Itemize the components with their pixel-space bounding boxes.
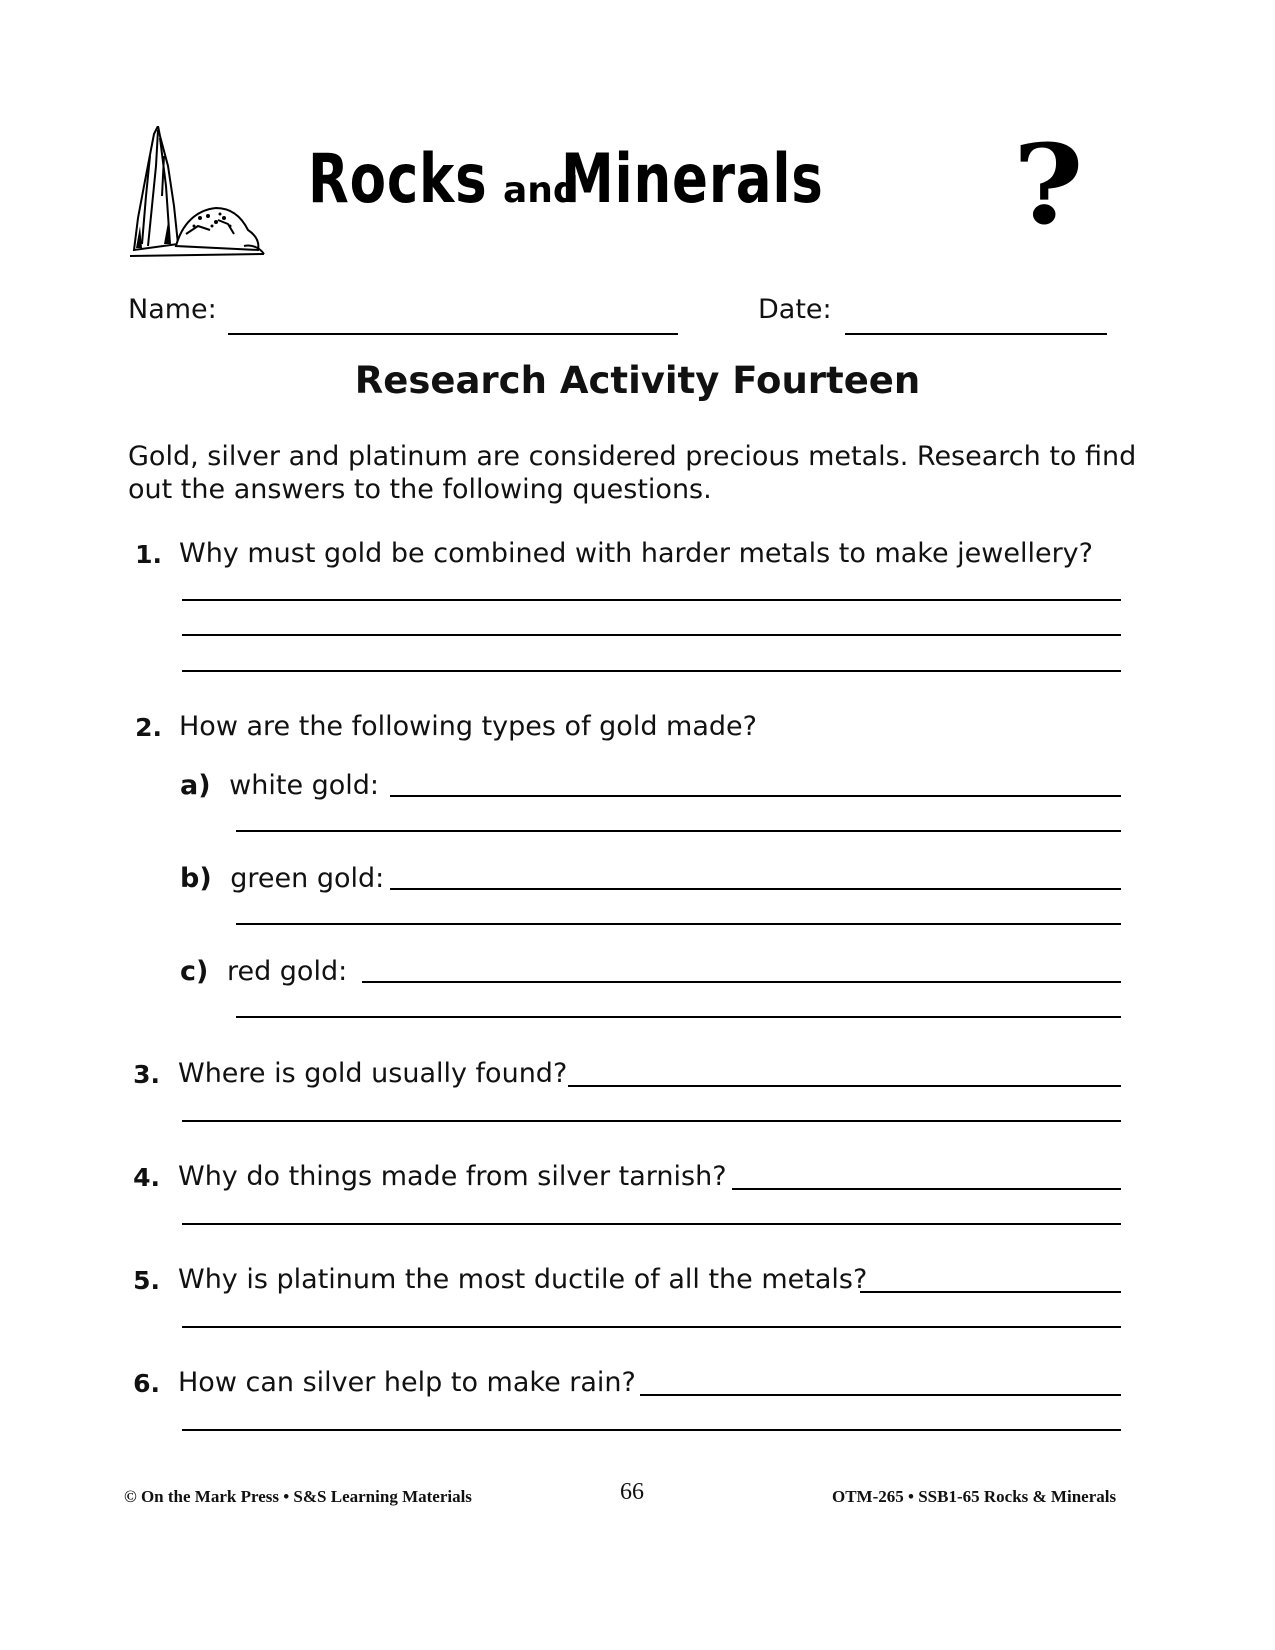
- answer-line[interactable]: [390, 795, 1121, 797]
- sub-letter: c): [180, 956, 209, 987]
- answer-line[interactable]: [182, 1223, 1121, 1225]
- answer-line[interactable]: [182, 1429, 1121, 1431]
- answer-line[interactable]: [732, 1188, 1121, 1190]
- date-label: Date:: [758, 294, 832, 325]
- question-text: Why must gold be combined with harder metals to make jewellery?: [179, 538, 1093, 569]
- answer-line[interactable]: [182, 670, 1121, 672]
- question-number: 3.: [133, 1060, 160, 1089]
- title-rocks: Rocks: [308, 140, 488, 219]
- question-text: How are the following types of gold made?: [179, 711, 757, 742]
- title-and: and: [503, 170, 579, 211]
- sub-text: red gold:: [226, 956, 348, 987]
- question-text: Why is platinum the most ductile of all the metals?: [178, 1264, 868, 1295]
- sub-question-b: [180, 865, 384, 892]
- sub-question-c: [180, 958, 347, 985]
- footer-publisher: © On the Mark Press • S&S Learning Materials: [124, 1487, 472, 1506]
- question-number: 5.: [133, 1266, 160, 1295]
- answer-line[interactable]: [182, 599, 1121, 601]
- question-number: 2.: [135, 713, 162, 742]
- sub-question-a: [180, 772, 379, 799]
- footer-code: OTM-265 • SSB1-65 Rocks & Minerals: [832, 1487, 1117, 1506]
- answer-line[interactable]: [182, 1120, 1121, 1122]
- name-label: Name:: [128, 294, 217, 325]
- answer-line[interactable]: [182, 634, 1121, 636]
- worksheet-title: [308, 140, 891, 230]
- answer-line[interactable]: [182, 1326, 1121, 1328]
- answer-line[interactable]: [236, 1016, 1121, 1018]
- question-text: Why do things made from silver tarnish?: [178, 1161, 727, 1192]
- question-number: 1.: [135, 540, 162, 569]
- question-text: How can silver help to make rain?: [178, 1367, 636, 1398]
- answer-line[interactable]: [640, 1394, 1121, 1396]
- answer-line[interactable]: [236, 830, 1121, 832]
- date-field[interactable]: [845, 333, 1107, 335]
- answer-line[interactable]: [568, 1085, 1121, 1087]
- answer-line[interactable]: [390, 888, 1121, 890]
- intro-text: Gold, silver and platinum are considered precious metals. Research to find out the answers to the following questions.: [128, 441, 1137, 505]
- sub-letter: b): [180, 863, 212, 894]
- activity-heading: Research Activity Fourteen: [354, 359, 921, 402]
- answer-line[interactable]: [860, 1291, 1121, 1293]
- sub-text: green gold:: [230, 863, 385, 894]
- answer-line[interactable]: [362, 981, 1121, 983]
- sub-text: white gold:: [229, 770, 380, 801]
- answer-line[interactable]: [236, 923, 1121, 925]
- rock-crystal-icon: [124, 126, 274, 266]
- question-number: 4.: [133, 1163, 160, 1192]
- name-field[interactable]: [228, 333, 678, 335]
- question-number: 6.: [133, 1369, 160, 1398]
- page-number: 66: [620, 1479, 644, 1505]
- question-mark-icon: ?: [1012, 120, 1084, 249]
- sub-letter: a): [180, 770, 211, 801]
- title-minerals: Minerals: [561, 140, 824, 219]
- question-text: Where is gold usually found?: [178, 1058, 568, 1089]
